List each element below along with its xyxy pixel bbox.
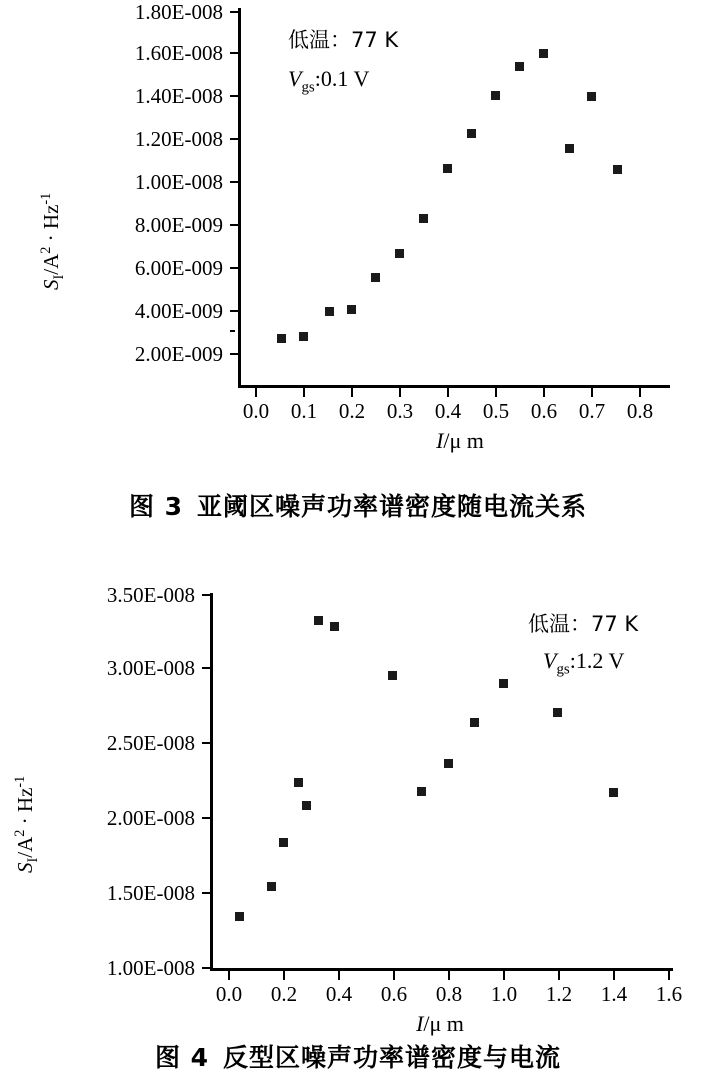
figure-1-caption — [0, 487, 716, 523]
y-tick-1-6 — [230, 138, 239, 140]
y-axis-title-hz-sup: -1 — [38, 192, 54, 205]
data-point — [279, 838, 288, 847]
data-point — [294, 778, 303, 787]
x-tick-2-3 — [393, 971, 395, 980]
x-tick-label: 1.2 — [545, 982, 573, 1006]
x-tick-label: 0.6 — [380, 982, 408, 1006]
data-point — [277, 334, 286, 343]
y-tick-label: 4.00E-009 — [134, 299, 223, 323]
figure-2-caption-number: 图 4 — [154, 1043, 210, 1072]
data-point — [325, 307, 334, 316]
x-tick-1-5 — [495, 388, 497, 397]
y-tick-1-8 — [230, 52, 239, 54]
x-tick-label: 0.4 — [434, 399, 462, 423]
x-tick-1-8 — [639, 388, 641, 397]
data-point — [609, 788, 618, 797]
x-tick-label: 0.2 — [270, 982, 298, 1006]
y-tick-2-4 — [202, 667, 211, 669]
x-tick-2-2 — [338, 971, 340, 980]
y-axis-line-1 — [238, 8, 241, 385]
x-tick-label: 0.8 — [435, 982, 463, 1006]
annotation-vgs-subscript: gs — [556, 661, 570, 678]
x-tick-label: 0.0 — [242, 399, 270, 423]
figure-2-chart — [0, 575, 716, 1036]
data-point — [515, 62, 524, 71]
data-point — [553, 708, 562, 717]
x-tick-1-3 — [399, 388, 401, 397]
annotation-vgs-2 — [543, 648, 624, 678]
y-axis-title-units: /A — [39, 253, 63, 275]
data-point — [267, 882, 276, 891]
data-point — [314, 616, 323, 625]
x-tick-2-5 — [503, 971, 505, 980]
data-point — [499, 679, 508, 688]
y-tick-1-5 — [230, 181, 239, 183]
figure-2-caption-text: 反型区噪声功率谱密度与电流 — [223, 1043, 562, 1072]
data-point — [491, 91, 500, 100]
y-axis-title-s: S — [39, 279, 63, 290]
y-tick-label: 1.80E-008 — [134, 0, 223, 24]
x-tick-label: 0.3 — [386, 399, 414, 423]
x-tick-1-7 — [591, 388, 593, 397]
y-tick-1-2 — [230, 310, 239, 312]
x-tick-1-4 — [447, 388, 449, 397]
annotation-vgs-symbol: V — [543, 648, 557, 673]
data-point — [587, 92, 596, 101]
data-point — [371, 273, 380, 282]
annotation-vgs-value: :1.2 V — [569, 648, 625, 673]
y-axis-title-hz: · Hz — [39, 204, 63, 242]
x-axis-title-i: I — [416, 1011, 424, 1036]
x-tick-label: 1.0 — [490, 982, 518, 1006]
x-tick-1-0 — [255, 388, 257, 397]
data-point — [443, 164, 452, 173]
data-point — [470, 718, 479, 727]
annotation-vgs-symbol: V — [288, 66, 302, 91]
data-point — [565, 144, 574, 153]
annotation-temperature-2: 低温：77 K — [528, 612, 639, 636]
y-axis-title-units: /A — [13, 836, 37, 858]
data-point — [330, 622, 339, 631]
y-axis-title-hz: · Hz — [13, 787, 37, 825]
annotation-vgs-1 — [288, 66, 369, 96]
y-tick-label: 2.50E-008 — [106, 731, 195, 755]
y-axis-title-s: S — [13, 862, 37, 873]
data-point — [417, 787, 426, 796]
x-axis-title-units: /μ m — [423, 1011, 464, 1036]
data-point — [467, 129, 476, 138]
annotation-vgs-value: :0.1 V — [314, 66, 370, 91]
y-tick-label: 2.00E-009 — [134, 342, 223, 366]
y-tick-1-1 — [230, 330, 235, 332]
y-tick-label: 2.00E-008 — [106, 806, 195, 830]
y-tick-label: 8.00E-009 — [134, 213, 223, 237]
data-point — [388, 671, 397, 680]
x-tick-2-1 — [283, 971, 285, 980]
x-axis-title-i: I — [436, 428, 444, 453]
x-tick-label: 0.8 — [626, 399, 654, 423]
x-tick-label: 0.1 — [290, 399, 318, 423]
y-tick-label: 6.00E-009 — [134, 256, 223, 280]
y-tick-label: 1.40E-008 — [134, 84, 223, 108]
y-axis-title-sup: 2 — [12, 829, 28, 837]
x-tick-label: 1.6 — [655, 982, 683, 1006]
x-tick-2-7 — [613, 971, 615, 980]
y-axis-line-2 — [210, 593, 213, 968]
x-tick-label: 0.7 — [578, 399, 606, 423]
annotation-vgs-subscript: gs — [301, 79, 315, 96]
data-point — [395, 249, 404, 258]
x-axis-title-1 — [380, 428, 540, 454]
annotation-temperature-1: 低温：77 K — [288, 28, 399, 52]
y-axis-title-sup: 2 — [38, 246, 54, 254]
y-axis-title-sub: I — [25, 857, 42, 863]
y-tick-2-1 — [202, 892, 211, 894]
x-tick-2-4 — [448, 971, 450, 980]
x-tick-2-6 — [558, 971, 560, 980]
x-tick-label: 0.5 — [482, 399, 510, 423]
figure-1-chart — [0, 0, 716, 480]
data-point — [613, 165, 622, 174]
data-point — [299, 332, 308, 341]
y-axis-title-2 — [12, 776, 42, 873]
x-tick-label: 0.4 — [325, 982, 353, 1006]
data-point — [347, 305, 356, 314]
x-tick-label: 0.6 — [530, 399, 558, 423]
y-tick-label: 3.50E-008 — [106, 583, 195, 607]
y-axis-title-hz-sup: -1 — [12, 775, 28, 788]
y-tick-1-4 — [230, 224, 239, 226]
y-tick-label: 1.00E-008 — [134, 170, 223, 194]
y-tick-2-0 — [202, 967, 211, 969]
figure-1-caption-number: 图 3 — [128, 492, 184, 521]
x-tick-1-6 — [543, 388, 545, 397]
figure-2-caption — [0, 1038, 716, 1074]
x-tick-2-0 — [228, 971, 230, 980]
x-axis-title-2 — [360, 1011, 520, 1037]
x-tick-2-8 — [668, 971, 670, 980]
x-axis-line-2 — [210, 968, 673, 971]
y-tick-2-2 — [202, 817, 211, 819]
y-axis-title-sub: I — [51, 274, 68, 280]
data-point — [539, 49, 548, 58]
y-tick-2-5 — [202, 594, 211, 596]
x-tick-1-1 — [303, 388, 305, 397]
y-tick-label: 1.60E-008 — [134, 41, 223, 65]
data-point — [235, 912, 244, 921]
y-tick-1-3 — [230, 267, 239, 269]
x-axis-title-units: /μ m — [443, 428, 484, 453]
x-tick-label: 0.0 — [215, 982, 243, 1006]
x-tick-1-2 — [351, 388, 353, 397]
x-tick-label: 1.4 — [600, 982, 628, 1006]
figure-1-caption-text: 亚阈区噪声功率谱密度随电流关系 — [197, 492, 588, 521]
y-tick-label: 1.50E-008 — [106, 881, 195, 905]
y-tick-1-0 — [230, 353, 239, 355]
data-point — [444, 759, 453, 768]
data-point — [302, 801, 311, 810]
data-point — [419, 214, 428, 223]
y-tick-1-7 — [230, 95, 239, 97]
y-axis-title-1 — [38, 193, 68, 290]
y-tick-1-9 — [230, 11, 239, 13]
y-tick-label: 1.20E-008 — [134, 127, 223, 151]
y-tick-label: 1.00E-008 — [106, 956, 195, 980]
y-tick-label: 3.00E-008 — [106, 656, 195, 680]
y-tick-2-3 — [202, 742, 211, 744]
x-tick-label: 0.2 — [338, 399, 366, 423]
